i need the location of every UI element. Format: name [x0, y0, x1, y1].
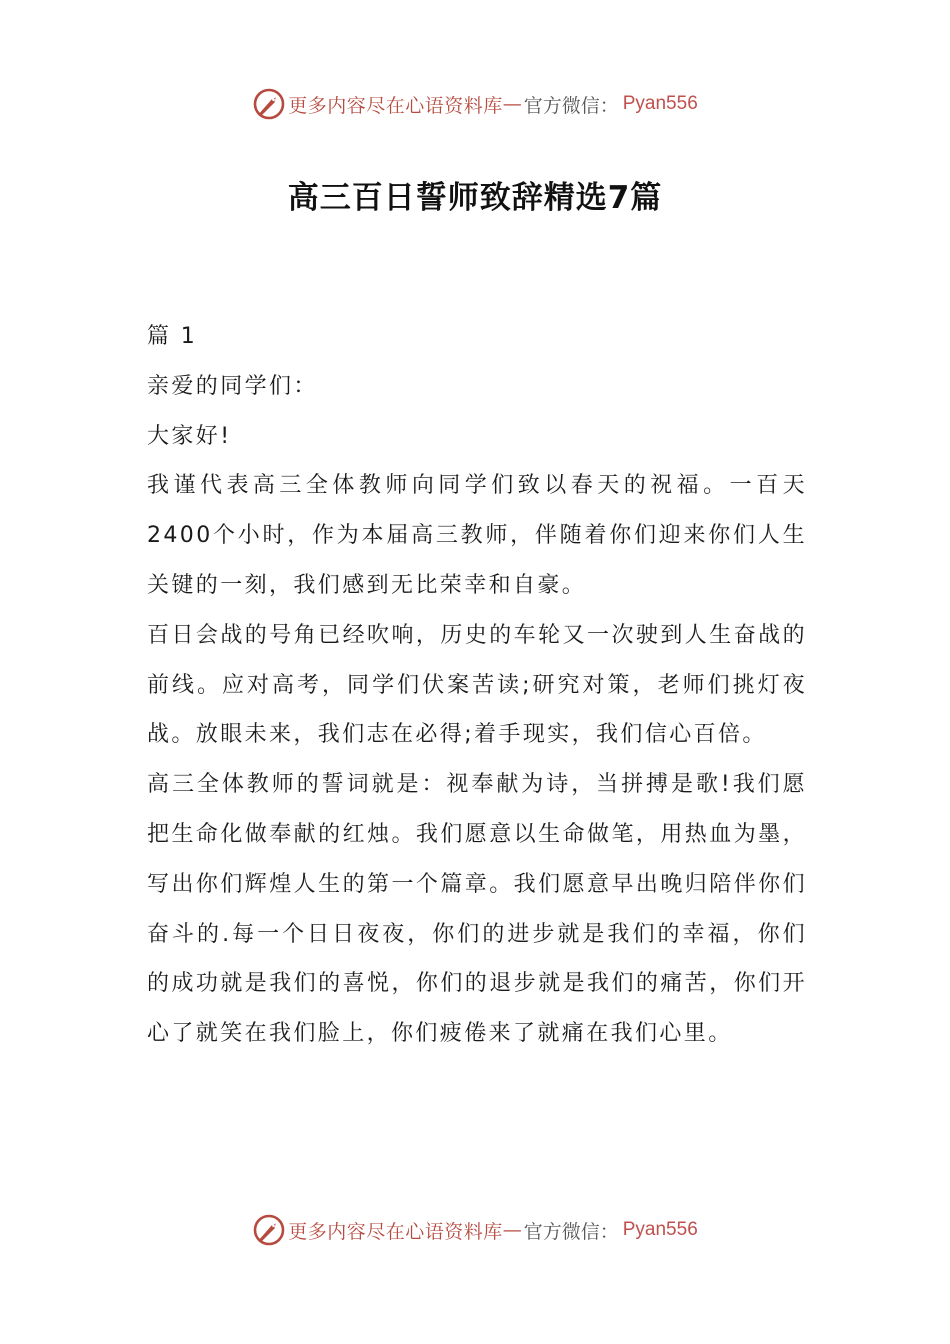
- banner-wechat-id: Pyan556: [622, 93, 698, 114]
- document-title: 高三百日誓师致辞精选7篇: [287, 180, 663, 216]
- header-banner: [0, 82, 950, 126]
- banner-wechat-label: 官方微信：: [523, 1220, 619, 1243]
- body-paragraph: 我谨代表高三全体教师向同学们致以春天的祝福。一百天2400个小时，作为本届高三教师，伴随着你们迎来你们人生关键的一刻，我们感到无比荣幸和自豪。: [147, 473, 807, 598]
- body-paragraph: 百日会战的号角已经吹响，历史的车轮又一次驶到人生奋战的前线。应对高考，同学们伏案苦读;研究对策，老师们挑灯夜战。放眼未来，我们志在必得;着手现实，我们信心百倍。: [147, 622, 807, 748]
- greeting-line: 亲爱的同学们：: [147, 373, 318, 399]
- salutation-line: 大家好!: [147, 423, 232, 449]
- body-paragraph: 高三全体教师的誓词就是：视奉献为诗，当拼搏是歌!我们愿把生命化做奉献的红烛。我们愿意以生命做笔，用热血为墨，写出你们辉煌人生的第一个篇章。我们愿意早出晚归陪伴你们奋斗的.每一个日日夜夜，你们的进步就是我们的幸福，你们的成功就是我们的喜悦，你们的退步就是我们的痛苦，你们开心了就笑在我们脸上，你们疲倦来了就痛在我们心里。: [147, 772, 807, 1047]
- banner-wechat-label: 官方微信：: [523, 94, 619, 117]
- banner-dash: —: [502, 93, 522, 115]
- banner-slogan: 更多内容尽在心语资料库: [288, 94, 503, 117]
- section-label: 篇 1: [147, 324, 198, 349]
- pen-nib-logo-icon: [252, 1213, 286, 1247]
- banner-wechat-id: Pyan556: [622, 1219, 698, 1240]
- pen-nib-logo-icon: [252, 87, 286, 121]
- banner-slogan: 更多内容尽在心语资料库: [288, 1220, 503, 1243]
- banner-dash: —: [502, 1219, 522, 1241]
- document-body: [147, 312, 807, 1059]
- footer-banner: [0, 1208, 950, 1252]
